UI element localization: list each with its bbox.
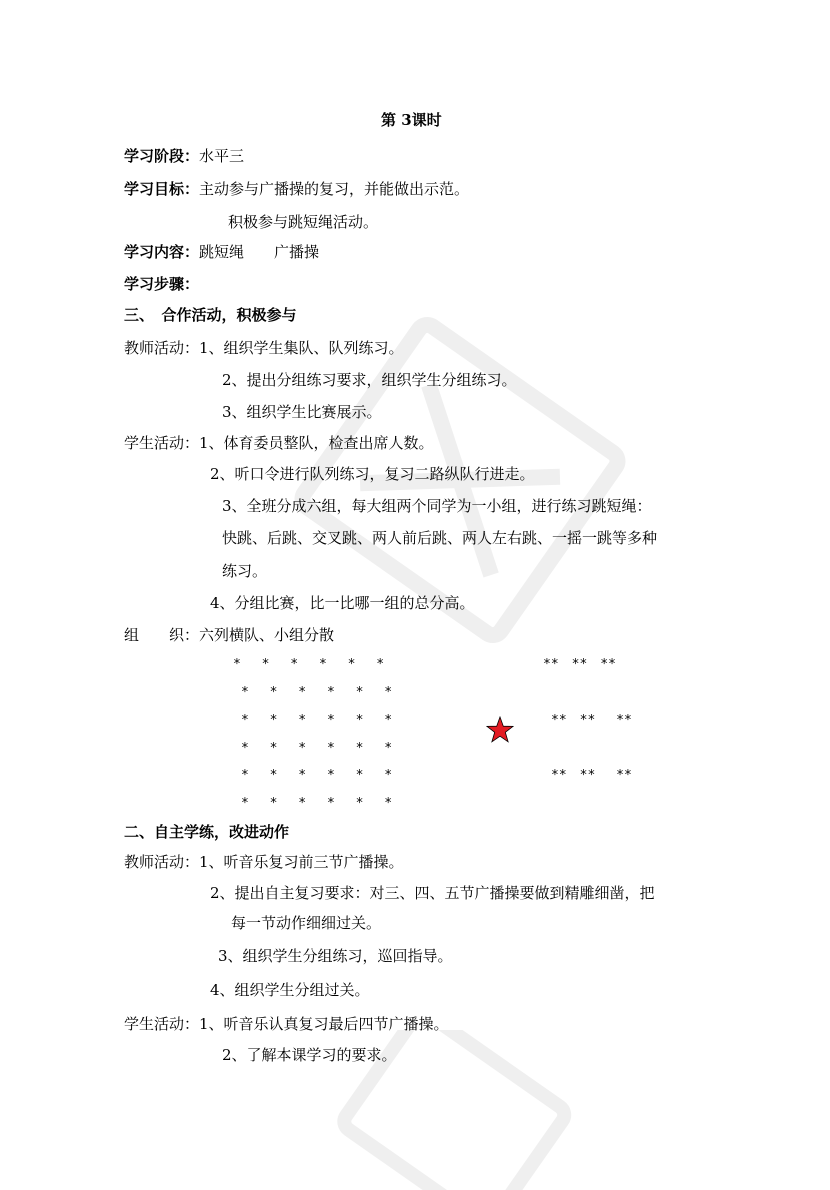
formation-row: * * * * * *: [241, 741, 393, 756]
list-item: 3、组织学生比赛展示。: [222, 403, 382, 421]
content-label: 学习内容：: [124, 243, 200, 261]
stage-line: [124, 146, 244, 166]
list-item: 练习。: [222, 562, 268, 580]
s2-teacher-label: 教师活动：: [124, 853, 200, 871]
steps-label: 学习步骤：: [124, 275, 200, 293]
s3-teacher-line-1: [124, 338, 404, 358]
section2-heading: 二、自主学练，改进动作: [124, 823, 290, 841]
list-item: 2、提出分组练习要求，组织学生分组练习。: [222, 371, 517, 389]
s2-student-label: 学生活动：: [124, 1015, 200, 1033]
goal-1: 主动参与广播操的复习，并能做出示范。: [199, 180, 470, 198]
group-row: ** ** **: [543, 657, 616, 672]
formation-row: * * * * * *: [241, 713, 393, 728]
list-item: 2、了解本课学习的要求。: [222, 1046, 397, 1064]
group-row: ** ** **: [551, 713, 632, 728]
list-item: 3、组织学生分组练习，巡回指导。: [218, 947, 453, 965]
page-title: 第 3课时: [381, 111, 442, 129]
content-line: [124, 242, 319, 262]
list-item: 3、全班分成六组，每大组两个同学为一小组，进行练习跳短绳：: [222, 497, 652, 515]
list-item: 1、体育委员整队，检查出席人数。: [199, 434, 434, 452]
teacher-star-icon: [486, 716, 514, 744]
list-item: 2、听口令进行队列练习，复习二路纵队行进走。: [210, 465, 535, 483]
group-row: ** ** **: [551, 768, 632, 783]
org-label: 组 织：: [124, 626, 200, 644]
s3-student-label: 学生活动：: [124, 434, 200, 452]
formation-row: * * * * * *: [233, 657, 385, 672]
s2-teacher-line-1: [124, 852, 404, 872]
list-item: 每一节动作细细过关。: [231, 914, 382, 932]
goal-line: [124, 179, 469, 199]
org-value: 六列横队、小组分散: [199, 626, 335, 644]
list-item: 1、听音乐认真复习最后四节广播操。: [199, 1015, 449, 1033]
list-item: 4、组织学生分组过关。: [210, 981, 370, 999]
list-item: 1、听音乐复习前三节广播操。: [199, 853, 404, 871]
list-item: 1、组织学生集队、队列练习。: [199, 339, 404, 357]
formation-row: * * * * * *: [241, 768, 393, 783]
section3-heading: 三、 合作活动，积极参与: [124, 306, 297, 324]
s2-student-line-1: [124, 1014, 449, 1034]
content-value: 跳短绳 广播操: [199, 243, 320, 261]
stage-value: 水平三: [199, 147, 245, 165]
s3-teacher-label: 教师活动：: [124, 339, 200, 357]
formation-row: * * * * * *: [241, 685, 393, 700]
goal-2: 积极参与跳短绳活动。: [228, 213, 379, 231]
org-line: [124, 625, 334, 645]
formation-row: * * * * * *: [241, 796, 393, 811]
goal-label: 学习目标：: [124, 180, 200, 198]
s3-student-line-1: [124, 433, 434, 453]
list-item: 快跳、后跳、交叉跳、两人前后跳、两人左右跳、一摇一跳等多种: [222, 529, 658, 547]
list-item: 4、分组比赛，比一比哪一组的总分高。: [210, 594, 475, 612]
stage-label: 学习阶段：: [124, 147, 200, 165]
list-item: 2、提出自主复习要求：对三、四、五节广播操要做到精雕细凿，把: [210, 884, 655, 902]
